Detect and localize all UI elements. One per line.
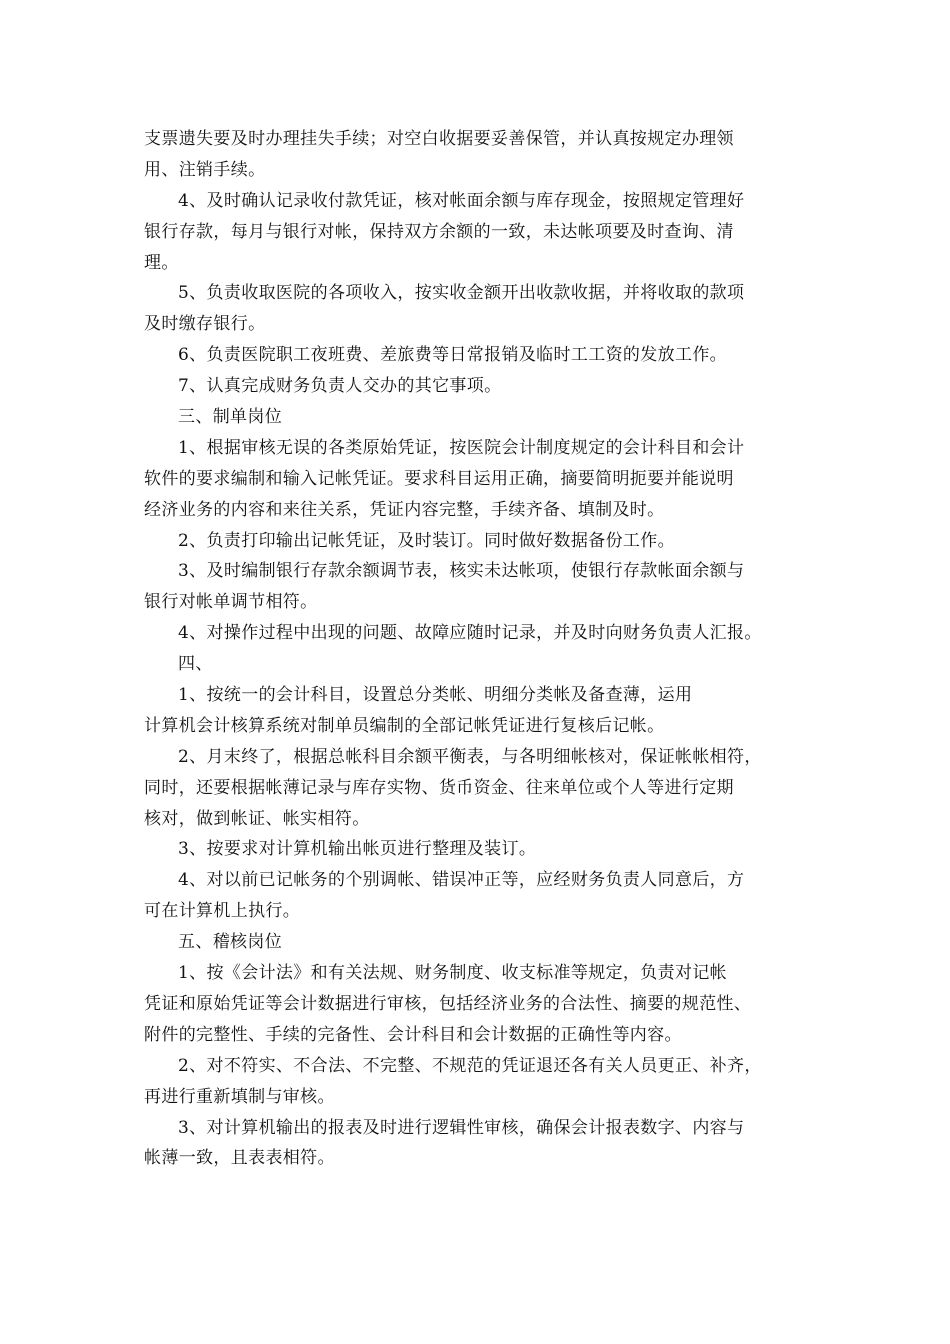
text-line: 1、根据审核无误的各类原始凭证，按医院会计制度规定的会计科目和会计 [178, 437, 745, 458]
text-line: 4、对操作过程中出现的问题、故障应随时记录，并及时向财务负责人汇报。 [178, 623, 762, 644]
text-line: 3、对计算机输出的报表及时进行逻辑性审核，确保会计报表数字、内容与 [178, 1117, 745, 1138]
text-line: 2、负责打印输出记帐凭证，及时装订。同时做好数据备份工作。 [178, 530, 675, 551]
text-line: 3、及时编制银行存款余额调节表，核实未达帐项，使银行存款帐面余额与 [178, 561, 745, 582]
text-line: 凭证和原始凭证等会计数据进行审核，包括经济业务的合法性、摘要的规范性、 [144, 993, 752, 1014]
text-line: 银行对帐单调节相符。 [144, 592, 318, 613]
text-line: 核对，做到帐证、帐实相符。 [144, 808, 370, 829]
text-line: 7、认真完成财务负责人交办的其它事项。 [178, 376, 502, 397]
text-line: 软件的要求编制和输入记帐凭证。要求科目运用正确，摘要简明扼要并能说明 [144, 468, 734, 489]
text-line: 2、对不符实、不合法、不完整、不规范的凭证退还各有关人员更正、补齐， [178, 1055, 762, 1076]
text-line: 1、按《会计法》和有关法规、财务制度、收支标准等规定，负责对记帐 [178, 963, 728, 984]
text-line: 2、月末终了，根据总帐科目余额平衡表，与各明细帐核对，保证帐帐相符， [178, 746, 762, 767]
text-line: 4、对以前已记帐务的个别调帐、错误冲正等，应经财务负责人同意后，方 [178, 870, 745, 891]
text-line: 1、按统一的会计科目，设置总分类帐、明细分类帐及备查薄，运用 [178, 685, 693, 706]
text-line: 可在计算机上执行。 [144, 901, 301, 922]
text-line: 三、制单岗位 [178, 407, 283, 428]
text-line: 附件的完整性、手续的完备性、会计科目和会计数据的正确性等内容。 [144, 1024, 682, 1045]
document-body [144, 124, 824, 1174]
text-line: 理。 [144, 252, 179, 273]
text-line: 经济业务的内容和来往关系，凭证内容完整，手续齐备、填制及时。 [144, 499, 665, 520]
text-line: 4、及时确认记录收付款凭证，核对帐面余额与库存现金，按照规定管理好 [178, 190, 745, 211]
text-line: 再进行重新填制与审核。 [144, 1086, 335, 1107]
text-line: 支票遗失要及时办理挂失手续；对空白收据要妥善保管，并认真按规定办理领 [144, 129, 734, 149]
text-line: 用、注销手续。 [144, 159, 266, 180]
text-line: 5、负责收取医院的各项收入，按实收金额开出收款收据，并将收取的款项 [178, 283, 745, 304]
text-line: 同时，还要根据帐薄记录与库存实物、货币资金、往来单位或个人等进行定期 [144, 777, 734, 798]
text-line: 五、稽核岗位 [178, 932, 283, 953]
text-line: 四、 [178, 654, 213, 675]
text-line: 3、按要求对计算机输出帐页进行整理及装订。 [178, 839, 537, 860]
text-line: 计算机会计核算系统对制单员编制的全部记帐凭证进行复核后记帐。 [144, 715, 665, 736]
text-line: 及时缴存银行。 [144, 314, 266, 335]
text-line: 6、负责医院职工夜班费、差旅费等日常报销及临时工工资的发放工作。 [178, 345, 728, 366]
text-line: 帐薄一致，且表表相符。 [144, 1148, 335, 1169]
text-line: 银行存款，每月与银行对帐，保持双方余额的一致，未达帐项要及时查询、清 [144, 221, 734, 242]
